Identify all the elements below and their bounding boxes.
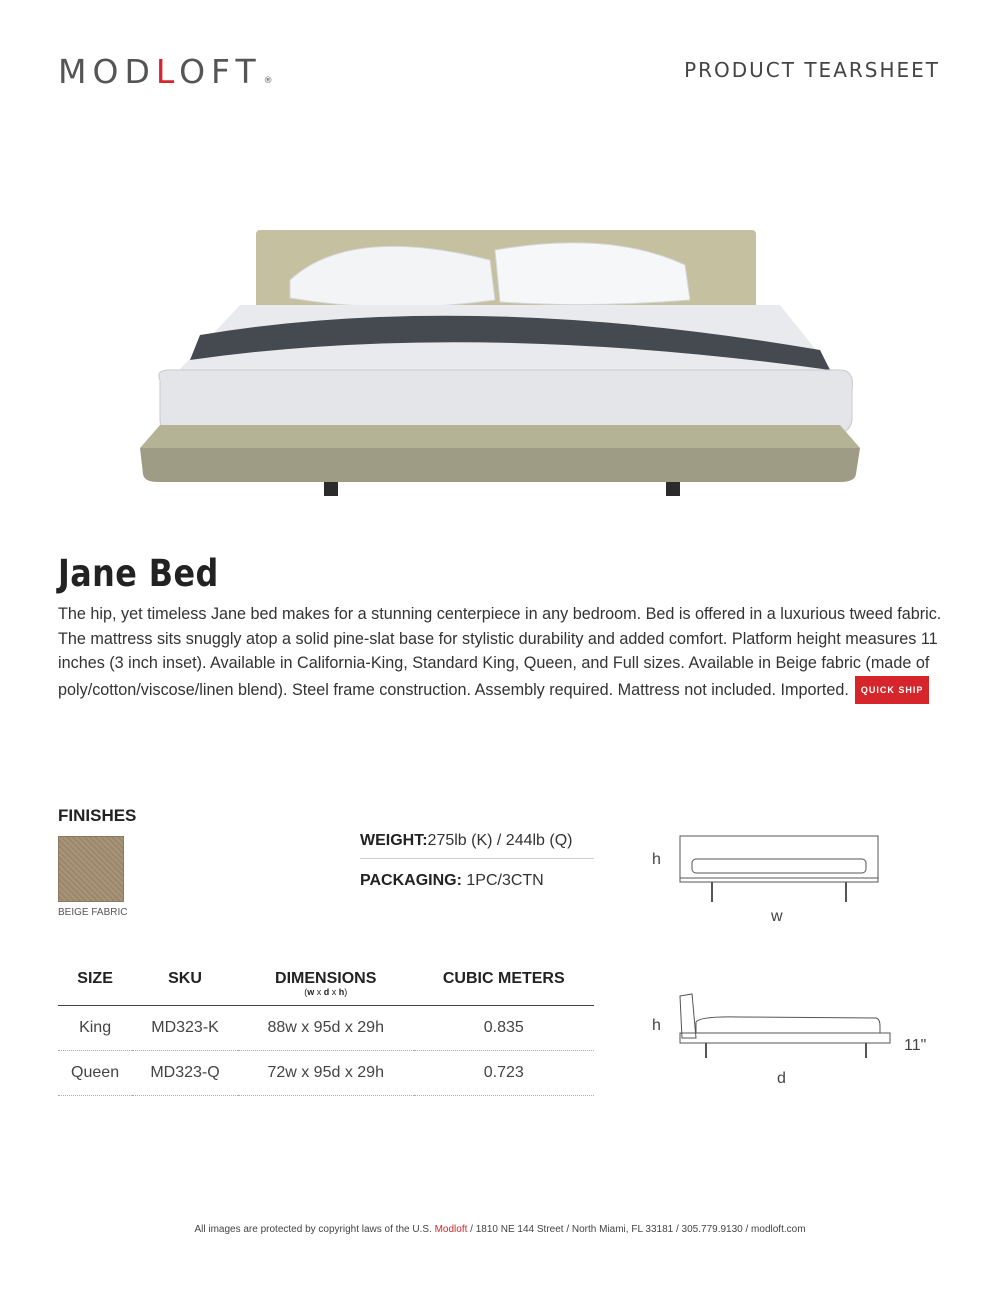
footer-address: / 1810 NE 144 Street / North Miami, FL 33181 / 305.779.9130 / modloft.com [467, 1224, 806, 1235]
packaging-spec [360, 872, 544, 890]
footer-text: All images are protected by copyright laws of the U.S. [194, 1224, 435, 1235]
quick-ship-badge: QUICK SHIP [855, 676, 930, 705]
platform-front [140, 448, 860, 482]
side-height-label: h [652, 1017, 661, 1034]
product-description [58, 602, 948, 704]
cell-dimensions: 88w x 95d x 29h [238, 1006, 414, 1051]
platform-top [140, 425, 860, 448]
registered-mark: ® [263, 76, 273, 86]
front-view-drawing [640, 826, 900, 936]
footer-copyright [0, 1224, 1000, 1235]
packaging-label: PACKAGING: [360, 872, 462, 889]
dim-h: h [338, 987, 345, 997]
packaging-value: 1PC/3CTN [466, 872, 544, 889]
front-mattress [692, 859, 866, 873]
cell-sku: MD323-K [132, 1006, 238, 1051]
product-title: Jane Bed [58, 552, 219, 595]
size-spec-table [58, 966, 594, 1096]
dimensions-label: DIMENSIONS [275, 970, 377, 987]
dim-sep: x [314, 987, 324, 997]
front-width-label: w [771, 908, 783, 925]
side-headboard [680, 994, 696, 1038]
cell-cubic-meters: 0.723 [414, 1051, 594, 1096]
side-mattress [696, 1017, 880, 1033]
weight-label: WEIGHT: [360, 832, 428, 849]
dimensions-subtitle: (w x d x h) [304, 987, 348, 997]
bed-product-image [140, 220, 860, 510]
logo-accent-letter: L [155, 52, 180, 91]
table-header-row [58, 966, 594, 1006]
table-row [58, 1051, 594, 1096]
dim-d: d [323, 987, 330, 997]
cell-size: King [58, 1006, 132, 1051]
header-sku: SKU [132, 966, 238, 1006]
weight-spec [360, 832, 594, 859]
swatch-label: BEIGE FABRIC [58, 907, 128, 918]
finishes-heading: FINISHES [58, 806, 137, 825]
side-view-drawing [640, 988, 960, 1098]
logo-text: MOD [58, 52, 156, 91]
header-size: SIZE [58, 966, 132, 1006]
side-platform [680, 1033, 890, 1043]
document-type: PRODUCT TEARSHEET [684, 58, 940, 82]
cell-dimensions: 72w x 95d x 29h [238, 1051, 414, 1096]
dim-sep: x [329, 987, 339, 997]
header-dimensions [238, 966, 414, 1006]
front-height-label: h [652, 851, 661, 868]
cell-sku: MD323-Q [132, 1051, 238, 1096]
logo-text-end: OFT [179, 52, 262, 91]
side-depth-label: d [777, 1070, 786, 1087]
cell-cubic-meters: 0.835 [414, 1006, 594, 1051]
bed-leg-left [324, 482, 338, 496]
beige-fabric-swatch [58, 836, 124, 902]
dim-w: w [307, 987, 315, 997]
header-cubic-meters: CUBIC METERS [414, 966, 594, 1006]
brand-logo [58, 52, 273, 91]
weight-value: 275lb (K) / 244lb (Q) [427, 832, 573, 849]
cell-size: Queen [58, 1051, 132, 1096]
table-row [58, 1006, 594, 1051]
side-platform-height-label: 11" [904, 1037, 927, 1054]
footer-brand: Modloft [434, 1224, 468, 1235]
description-text: The hip, yet timeless Jane bed makes for a stunning centerpiece in any bedroom. Bed is offered in a luxurious tweed fabric. The mattress sits snuggly atop a solid pine-slat base for stylistic durability and added comfort. Platform height measures 11 inches (3 inch inset). Available in California-King, Standard King, Queen, and Full sizes. Available in Beige fabric (made of poly/cotton/viscose/linen blend). Steel frame construction. Assembly required. Mattress not included. Imported. [58, 605, 942, 699]
bed-leg-right [666, 482, 680, 496]
